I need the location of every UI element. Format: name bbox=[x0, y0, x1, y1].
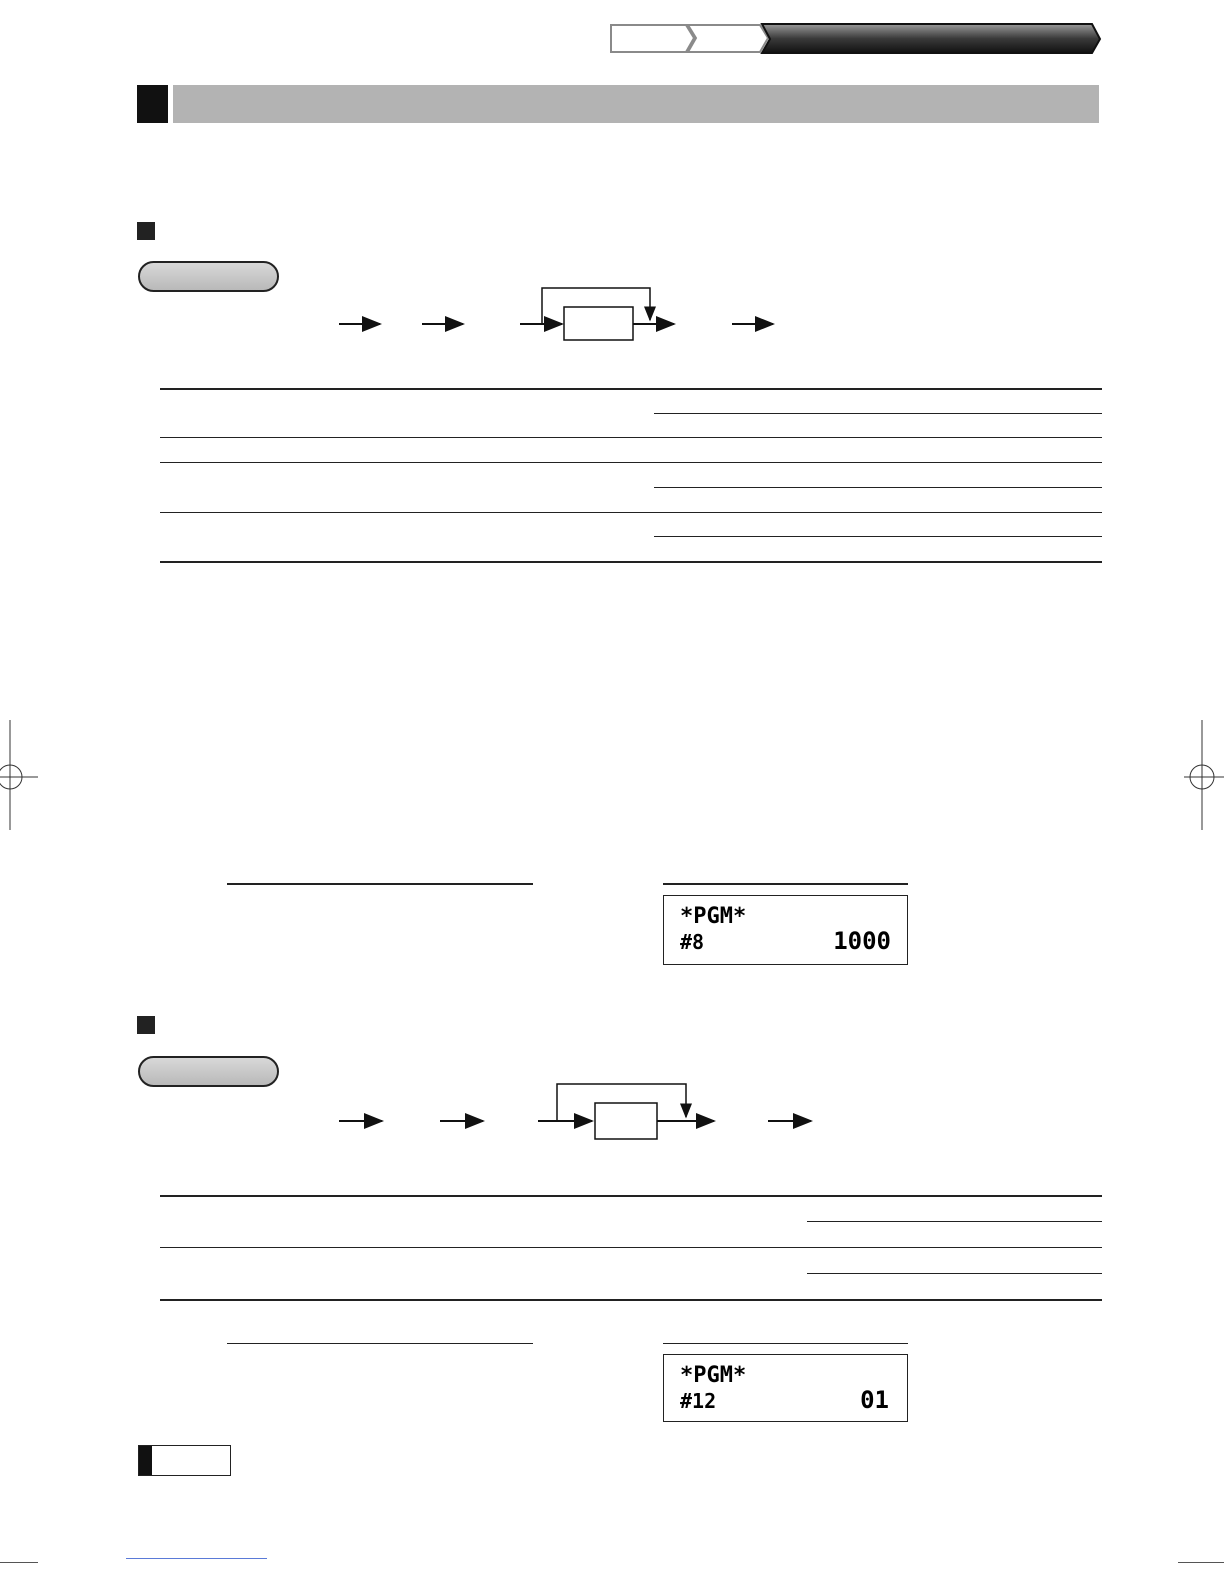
display-line-1: *PGM* bbox=[680, 1363, 747, 1388]
example-2-display-rule bbox=[663, 1343, 908, 1344]
table-2-rule bbox=[160, 1299, 1102, 1301]
crop-mark-bottom-right bbox=[1178, 1562, 1224, 1563]
subsection-bullet-1 bbox=[137, 222, 155, 240]
display-line-2-left: #8 bbox=[680, 930, 705, 954]
example-1-display bbox=[663, 895, 908, 965]
table-1-rule bbox=[160, 437, 1102, 438]
display-line-1: *PGM* bbox=[680, 904, 747, 929]
subsection-bullet-2 bbox=[137, 1016, 155, 1034]
example-2-display bbox=[663, 1354, 908, 1422]
flow-key-box bbox=[595, 1103, 657, 1139]
footer-link-rule bbox=[126, 1558, 267, 1559]
table-1-rule bbox=[654, 487, 1102, 488]
table-1-rule bbox=[160, 462, 1102, 463]
table-1-rule bbox=[160, 512, 1102, 513]
flow-diagram-1 bbox=[330, 282, 790, 352]
tab-1 bbox=[611, 25, 694, 52]
chapter-tabs bbox=[608, 22, 1104, 56]
table-2-rule bbox=[807, 1273, 1102, 1274]
note-label-box bbox=[138, 1445, 231, 1476]
table-2-rule bbox=[160, 1195, 1102, 1197]
registration-mark-right bbox=[1184, 720, 1224, 832]
registration-mark-left bbox=[0, 720, 40, 832]
example-2-key-rule bbox=[227, 1343, 533, 1344]
flow-key-box bbox=[564, 307, 633, 340]
table-1-rule bbox=[160, 388, 1102, 390]
flow-diagram-2 bbox=[330, 1078, 830, 1148]
procedure-pill-1 bbox=[138, 261, 279, 292]
table-2-rule bbox=[807, 1221, 1102, 1222]
section-header-bar bbox=[173, 85, 1099, 123]
table-1-rule bbox=[654, 536, 1102, 537]
tab-2 bbox=[688, 25, 768, 52]
display-line-2-left: #12 bbox=[680, 1389, 717, 1413]
example-1-key-rule bbox=[227, 883, 533, 885]
procedure-pill-2 bbox=[138, 1056, 279, 1087]
display-line-2-right: 01 bbox=[860, 1386, 889, 1414]
crop-mark-bottom-left bbox=[0, 1562, 38, 1563]
example-1-display-rule bbox=[663, 883, 908, 885]
section-marker bbox=[137, 85, 168, 123]
note-marker bbox=[139, 1446, 152, 1475]
display-line-2-right: 1000 bbox=[833, 927, 891, 955]
table-2-rule bbox=[160, 1247, 1102, 1248]
tab-3-active bbox=[762, 24, 1100, 53]
table-1-rule bbox=[654, 413, 1102, 414]
table-1-rule bbox=[160, 561, 1102, 563]
